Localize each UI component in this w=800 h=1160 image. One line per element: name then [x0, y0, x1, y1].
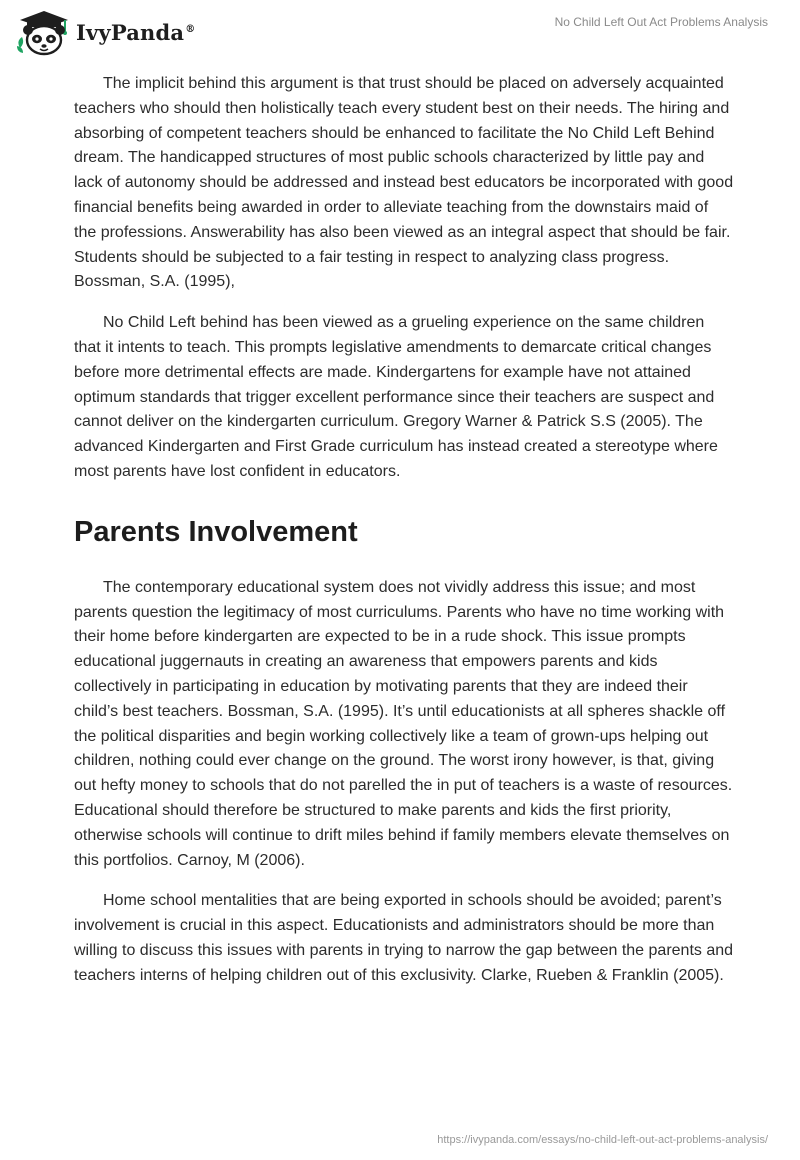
essay-content [74, 72, 734, 1005]
ivypanda-logo[interactable] [14, 8, 195, 56]
paragraph-home-school: Home school mentalities that are being exported in schools should be avoided; parent’s involvement is crucial in this aspect. Educationists and administrators should be more than willing to discuss this issues with parents in trying to narrow the gap between the parents and teachers interns of helping children out of this exclusivity. Clarke, Rueben & Franklin (2005). [74, 892, 734, 984]
registered-mark: ® [185, 23, 196, 35]
document-title: No Child Left Out Act Problems Analysis [554, 15, 768, 29]
brand-name: IvyPanda® [76, 19, 196, 45]
paragraph-grueling-experience: No Child Left behind has been viewed as a grueling experience on the same children that it intents to teach. This prompts legislative amendments to demarcate critical changes before more detrimental effects are made. Kindergartens for example have not attained optimum standards that trigger excellent performance since their teachers are suspect and cannot deliver on the kindergarten curriculum. Gregory Warner & Patrick S.S (2005). The advanced Kindergarten and First Grade curriculum has instead created a stereotype where most parents have lost confident in educators. [74, 314, 718, 480]
source-url[interactable]: https://ivypanda.com/essays/no-child-left-out-act-problems-analysis/ [437, 1134, 768, 1146]
page-header [0, 0, 800, 64]
section-heading-parents-involvement: Parents Involvement [74, 515, 358, 548]
paragraph-trust-teachers: The implicit behind this argument is that trust should be placed on adversely acquainted teachers who should then holistically teach every student best on their needs. The hiring and absorbing of competent teachers should be enhanced to facilitate the No Child Left Behind dream. The handicapped structures of most public schools characterized by little pay and lack of autonomy should be addressed and instead best educators be incorporated with good financial benefits being awarded in order to alleviate teaching from the downstairs maid of the professions. Answerability has also been viewed as an integral aspect that should be fair. Students should be subjected to a fair testing in respect to analyzing class progress. Bossman, S.A. (1995), [74, 75, 734, 291]
panda-graduate-icon [14, 8, 72, 56]
paragraph-contemporary-system: The contemporary educational system does not vividly address this issue; and most parents question the legitimacy of most curriculums. Parents who have no time working with their home before kindergarten are expected to be in a rude shock. This issue prompts educational juggernauts in creating an awareness that empowers parents and kids collectively in participating in education by motivating parents that they are indeed their child’s best teachers. Bossman, S.A. (1995). It’s until educationists at all spheres shackle off the political disparities and begin working collectively like a team of grown-ups helping out children, nothing could ever change on the ground. The worst irony however, is that, giving out hefty money to schools that do not parelled the in put of teachers is a waste of resources. Educational should therefore be structured to make parents and kids the first priority, otherwise schools will continue to drift miles behind if family members elevate themselves on this portfolios. Carnoy, M (2006). [74, 578, 733, 869]
